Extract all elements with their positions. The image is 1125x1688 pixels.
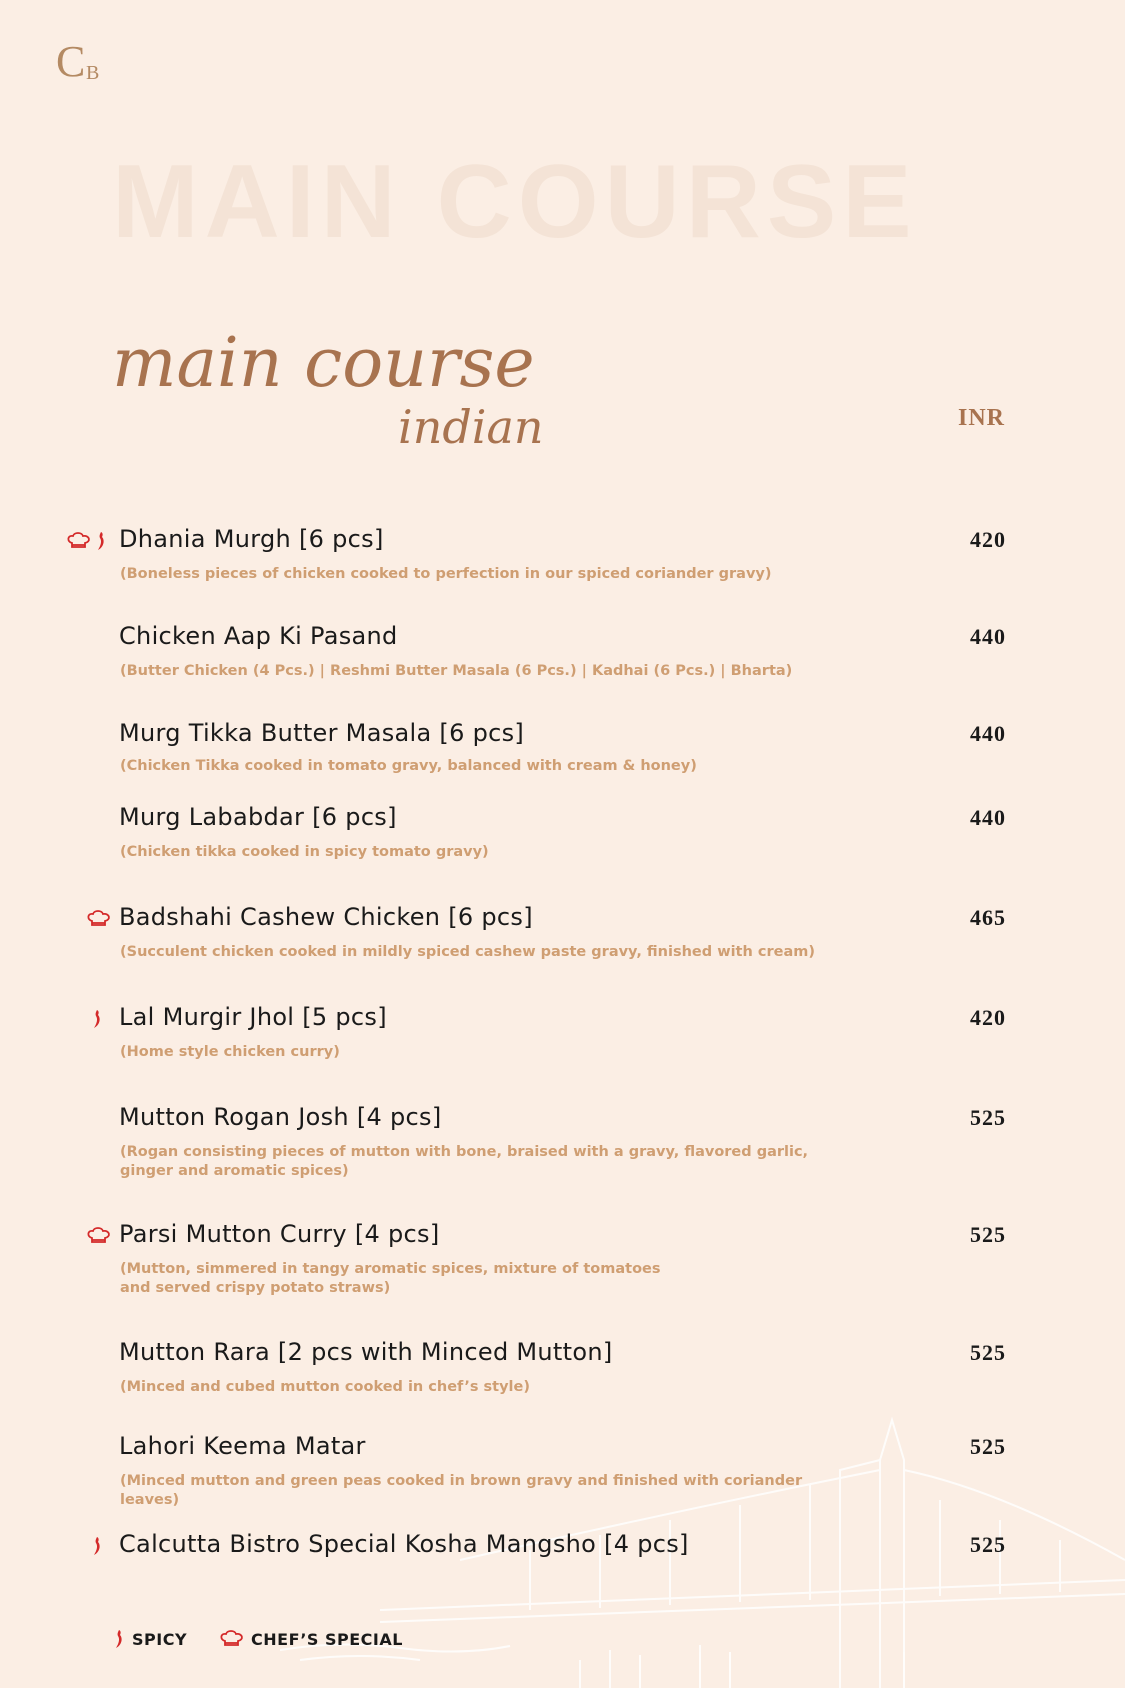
item-name: Mutton Rara [2 pcs with Minced Mutton] [119, 1338, 613, 1366]
item-description-line: and served crispy potato straws) [120, 1280, 391, 1296]
spicy-icon [96, 530, 108, 552]
item-price: 525 [970, 1340, 1006, 1365]
item-name: Calcutta Bistro Special Kosha Mangsho [4 pcs] [119, 1530, 689, 1558]
item-price: 440 [970, 805, 1006, 830]
item-description-line: (Rogan consisting pieces of mutton with bone, braised with a gravy, flavored garlic, [120, 1144, 809, 1160]
item-price: 525 [970, 1532, 1006, 1557]
item-description: (Chicken Tikka cooked in tomato gravy, balanced with cream & honey) [120, 758, 697, 774]
item-description: (Home style chicken curry) [120, 1044, 340, 1060]
item-description-line: ginger and aromatic spices) [120, 1163, 349, 1179]
item-description: (Chicken tikka cooked in spicy tomato gravy) [120, 844, 489, 860]
item-name: Murg Lababdar [6 pcs] [119, 803, 397, 831]
chef-special-icon [66, 531, 92, 551]
item-description [120, 1143, 840, 1181]
logo-letter-b: B [86, 62, 100, 84]
item-icons [66, 529, 108, 553]
item-description: (Butter Chicken (4 Pcs.) | Reshmi Butter Masala (6 Pcs.) | Kadhai (6 Pcs.) | Bharta) [120, 663, 793, 679]
item-description: (Minced and cubed mutton cooked in chef’s style) [120, 1379, 530, 1395]
legend-chef-special-label: CHEF’S SPECIAL [251, 1629, 403, 1649]
item-name: Chicken Aap Ki Pasand [119, 622, 398, 650]
legend [114, 1628, 403, 1650]
item-price: 525 [970, 1434, 1006, 1459]
brand-logo [56, 37, 100, 86]
item-description: (Succulent chicken cooked in mildly spiced cashew paste gravy, finished with cream) [120, 944, 815, 960]
item-name: Murg Tikka Butter Masala [6 pcs] [119, 719, 525, 747]
item-name: Lal Murgir Jhol [5 pcs] [119, 1003, 387, 1031]
spicy-icon [92, 1535, 104, 1557]
page-title: main course [112, 324, 535, 403]
item-icons [92, 1007, 104, 1031]
item-name: Mutton Rogan Josh [4 pcs] [119, 1103, 442, 1131]
item-price: 420 [970, 527, 1006, 552]
item-icons [86, 1224, 112, 1248]
chef-special-icon [219, 1629, 245, 1649]
item-price: 440 [970, 721, 1006, 746]
watermark-heading: MAIN COURSE [112, 144, 918, 260]
item-description: (Minced mutton and green peas cooked in brown gravy and finished with coriander leaves) [120, 1473, 803, 1508]
item-price: 525 [970, 1105, 1006, 1130]
item-description [120, 1260, 840, 1298]
currency-label: INR [957, 405, 1005, 431]
bridge-illustration [280, 1360, 1125, 1688]
item-price: 440 [970, 624, 1006, 649]
item-price: 465 [970, 905, 1006, 930]
item-description-line: (Mutton, simmered in tangy aromatic spices, mixture of tomatoes [120, 1261, 661, 1277]
spicy-icon [114, 1628, 126, 1650]
item-description: (Boneless pieces of chicken cooked to perfection in our spiced coriander gravy) [120, 566, 772, 582]
item-name: Lahori Keema Matar [119, 1432, 366, 1460]
item-price: 420 [970, 1005, 1006, 1030]
legend-spicy-label: SPICY [132, 1629, 188, 1649]
item-icons [86, 907, 112, 931]
item-name: Dhania Murgh [6 pcs] [119, 525, 384, 553]
item-name: Parsi Mutton Curry [4 pcs] [119, 1220, 440, 1248]
item-icons [92, 1534, 104, 1558]
page-subtitle: indian [398, 400, 544, 454]
logo-letter-c: C [56, 37, 86, 86]
spicy-icon [92, 1008, 104, 1030]
chef-special-icon [86, 1226, 112, 1246]
item-name: Badshahi Cashew Chicken [6 pcs] [119, 903, 533, 931]
chef-special-icon [86, 909, 112, 929]
item-price: 525 [970, 1222, 1006, 1247]
